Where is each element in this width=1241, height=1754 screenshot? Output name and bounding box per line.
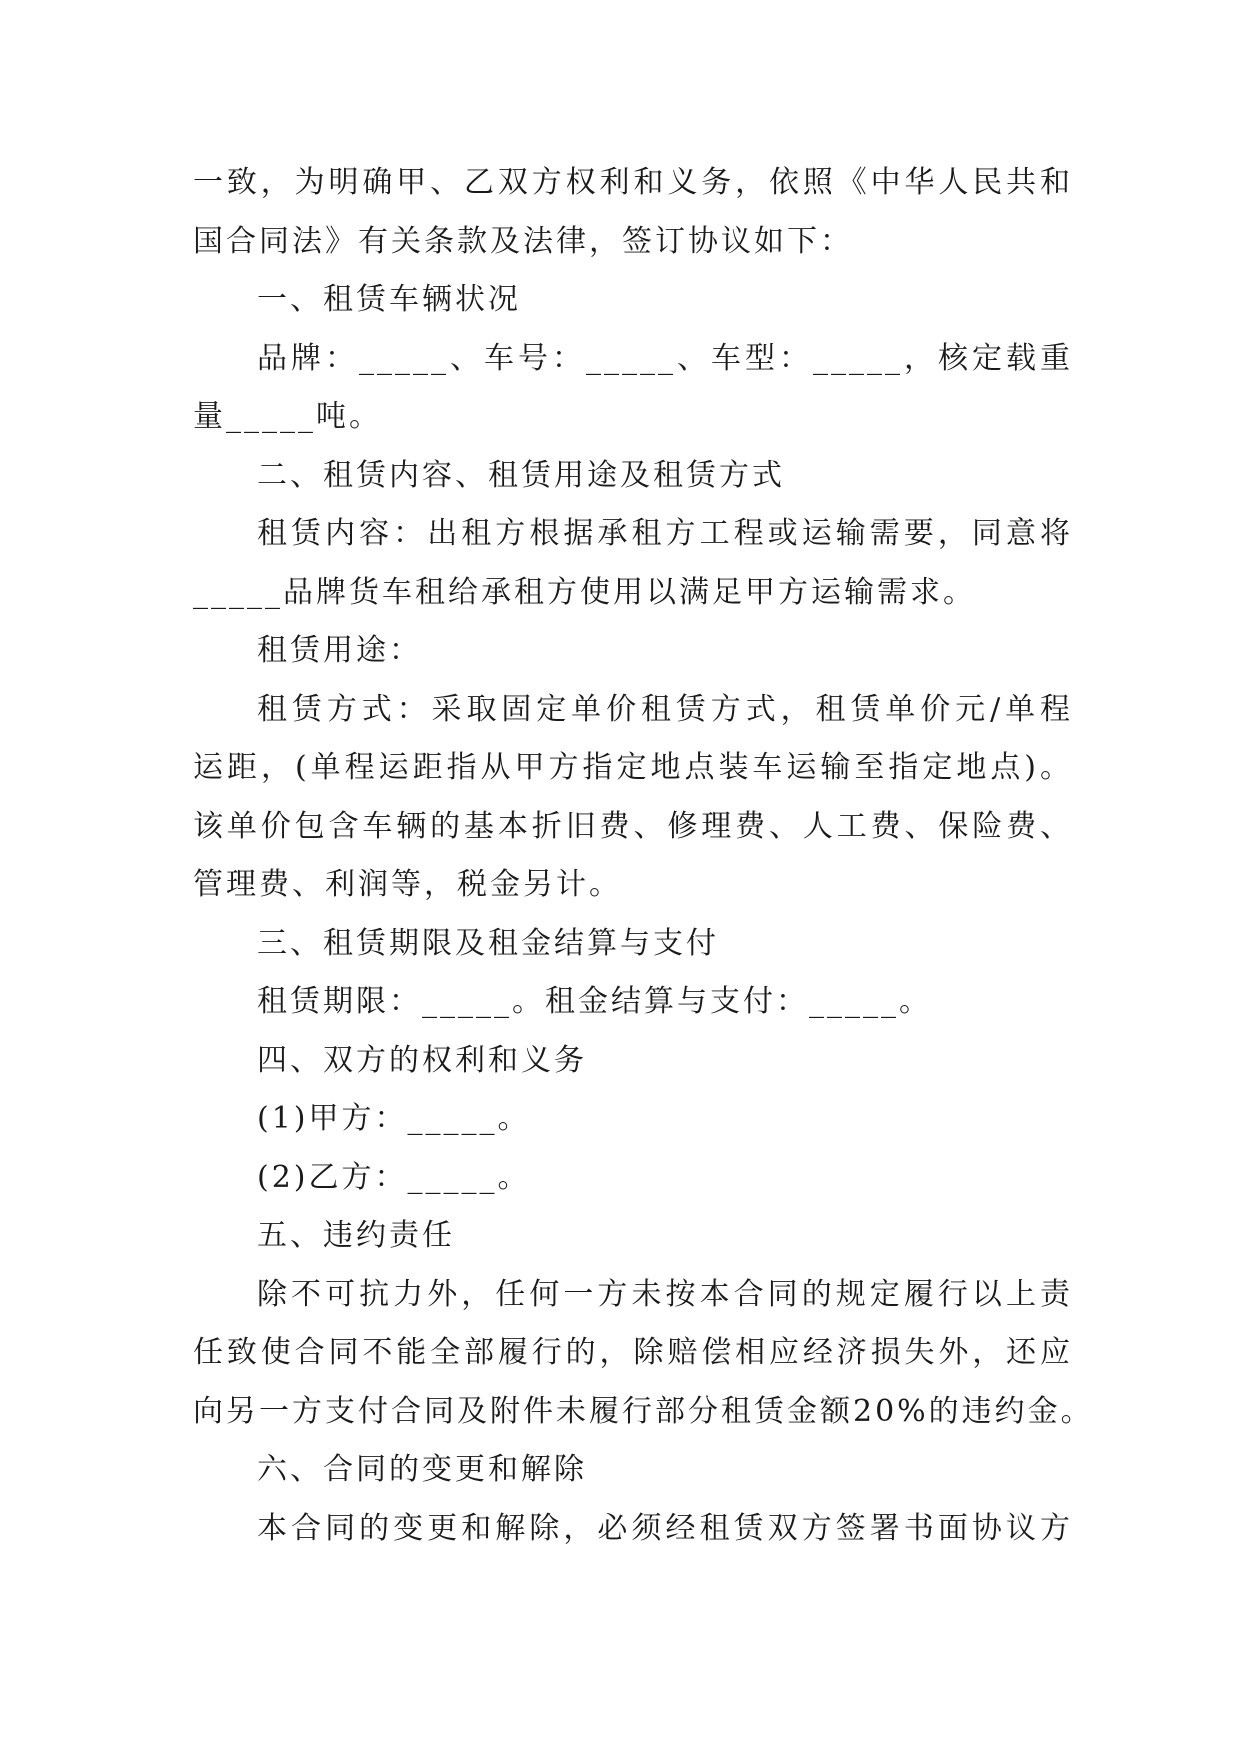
paragraph-line: 品牌：_____、车号：_____、车型：_____，核定载重	[257, 340, 1073, 376]
document-body	[193, 154, 1094, 1558]
paragraph-line: 除不可抗力外，任何一方未按本合同的规定履行以上责	[257, 1276, 1073, 1312]
section-heading: 六、合同的变更和解除	[257, 1452, 587, 1487]
section-heading: 一、租赁车辆状况	[257, 282, 521, 317]
paragraph-line: (2)乙方：_____。	[257, 1159, 531, 1195]
section-heading: 二、租赁内容、租赁用途及租赁方式	[257, 457, 785, 493]
section-heading: 五、违约责任	[257, 1218, 455, 1253]
section-heading: 四、双方的权利和义务	[257, 1042, 587, 1078]
paragraph-line: 租赁内容：出租方根据承租方工程或运输需要，同意将	[257, 516, 1073, 551]
paragraph-line: 一致，为明确甲、乙双方权利和义务，依照《中华人民共和	[193, 165, 1073, 200]
paragraph-line: 本合同的变更和解除，必须经租赁双方签署书面协议方	[257, 1510, 1073, 1546]
paragraph-line: 租赁用途：	[257, 633, 422, 668]
paragraph-line: 该单价包含车辆的基本折旧费、修理费、人工费、保险费、	[193, 808, 1073, 844]
paragraph-line: 管理费、利润等，税金另计。	[193, 867, 622, 902]
paragraph-line: _____品牌货车租给承租方使用以满足甲方运输需求。	[193, 574, 976, 610]
paragraph-line: 国合同法》有关条款及法律，签订协议如下：	[193, 223, 853, 259]
paragraph-line: 向另一方支付合同及附件未履行部分租赁金额20%的违约金。	[193, 1393, 1094, 1429]
paragraph-line: 租赁期限：_____。租金结算与支付：_____。	[257, 984, 932, 1019]
paragraph-line: (1)甲方：_____。	[257, 1101, 531, 1136]
paragraph-line: 量_____吨。	[193, 399, 382, 434]
paragraph-line: 任致使合同不能全部履行的，除赔偿相应经济损失外，还应	[193, 1335, 1073, 1370]
paragraph-line: 租赁方式：采取固定单价租赁方式，租赁单价元/单程	[257, 691, 1073, 727]
section-heading: 三、租赁期限及租金结算与支付	[257, 925, 719, 961]
paragraph-line: 运距，(单程运距指从甲方指定地点装车运输至指定地点)。	[193, 750, 1073, 785]
